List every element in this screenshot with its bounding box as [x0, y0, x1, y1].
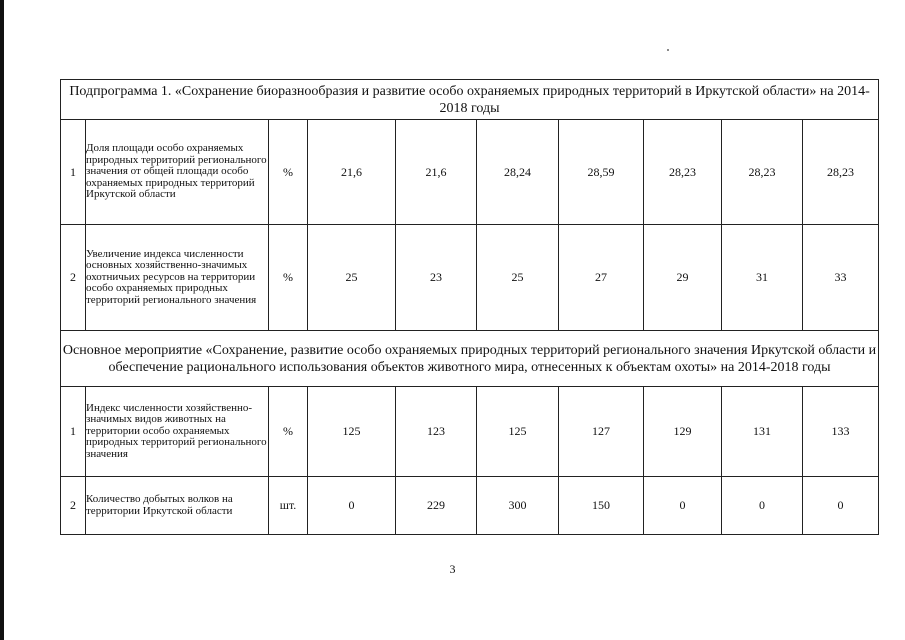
table-row	[61, 120, 879, 225]
row-number: 1	[61, 387, 86, 477]
value-cell: 131	[722, 387, 803, 477]
value-cell: 33	[803, 225, 879, 331]
row-number: 2	[61, 477, 86, 535]
value-cell: 28,23	[803, 120, 879, 225]
unit-cell: %	[269, 387, 308, 477]
value-cell: 133	[803, 387, 879, 477]
indicator-name: Количество добытых волков на территории Иркутской области	[86, 477, 269, 535]
indicator-name: Индекс численности хозяйственно-значимых видов животных на территории особо охраняемых природных территорий регионального значения	[86, 387, 269, 477]
value-cell: 25	[477, 225, 559, 331]
scan-speck	[667, 49, 669, 51]
unit-cell: %	[269, 120, 308, 225]
section-header-row	[61, 80, 879, 120]
value-cell: 21,6	[308, 120, 396, 225]
value-cell: 31	[722, 225, 803, 331]
value-cell: 21,6	[396, 120, 477, 225]
table-row	[61, 387, 879, 477]
section-2-title: Основное мероприятие «Сохранение, развитие особо охраняемых природных территорий регионального значения Иркутской области и обеспечение рационального использования объектов животного мира, отнесенных к объектам охоты» на 2014-2018 годы	[61, 331, 879, 387]
value-cell: 28,23	[722, 120, 803, 225]
binding-edge	[0, 0, 4, 640]
row-number: 2	[61, 225, 86, 331]
value-cell: 27	[559, 225, 644, 331]
value-cell: 150	[559, 477, 644, 535]
value-cell: 127	[559, 387, 644, 477]
indicator-name: Доля площади особо охраняемых природных территорий регионального значения от общей площади особо охраняемых природных территорий Иркутской области	[86, 120, 269, 225]
table-row	[61, 225, 879, 331]
value-cell: 123	[396, 387, 477, 477]
value-cell: 28,59	[559, 120, 644, 225]
value-cell: 229	[396, 477, 477, 535]
value-cell: 0	[722, 477, 803, 535]
section-header-row	[61, 331, 879, 387]
row-number: 1	[61, 120, 86, 225]
value-cell: 125	[477, 387, 559, 477]
value-cell: 0	[308, 477, 396, 535]
table-row	[61, 477, 879, 535]
value-cell: 125	[308, 387, 396, 477]
value-cell: 25	[308, 225, 396, 331]
value-cell: 0	[644, 477, 722, 535]
value-cell: 28,23	[644, 120, 722, 225]
section-1-title: Подпрограмма 1. «Сохранение биоразнообразия и развитие особо охраняемых природных территорий в Иркутской области» на 2014-2018 годы	[61, 80, 879, 120]
unit-cell: %	[269, 225, 308, 331]
value-cell: 28,24	[477, 120, 559, 225]
page-number: 3	[449, 562, 456, 576]
value-cell: 129	[644, 387, 722, 477]
value-cell: 29	[644, 225, 722, 331]
value-cell: 23	[396, 225, 477, 331]
indicator-name: Увеличение индекса численности основных хозяйственно-значимых охотничьих ресурсов на территории особо охраняемых природных территорий регионального значения	[86, 225, 269, 331]
value-cell: 300	[477, 477, 559, 535]
value-cell: 0	[803, 477, 879, 535]
unit-cell: шт.	[269, 477, 308, 535]
indicators-table	[60, 79, 879, 535]
